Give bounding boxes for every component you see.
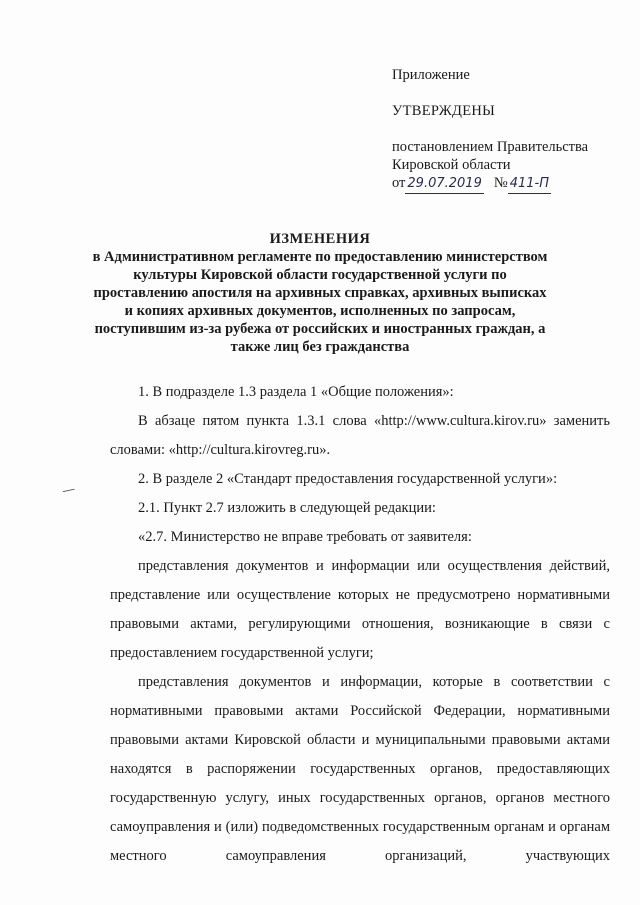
paragraph-4: 2.1. Пункт 2.7 изложить в следующей редакции: — [138, 500, 436, 516]
document-title: ИЗМЕНЕНИЯ — [269, 231, 371, 247]
approved-by-line-1: постановлением Правительства — [392, 139, 589, 155]
paragraph-1: 1. В подразделе 1.3 раздела 1 «Общие положения»: — [138, 384, 454, 400]
margin-pen-mark — [61, 483, 74, 492]
handwritten-number: 411-П — [508, 175, 551, 194]
date-prefix: от — [392, 175, 406, 191]
paragraph-3: 2. В разделе 2 «Стандарт предоставления государственной услуги»: — [138, 471, 558, 487]
approval-block — [392, 66, 632, 194]
paragraph-6: представления документов и информации или осуществления действий, представление или осуществление которых не предусмотрено нормативными правовыми актами, регулирующими отношения, возникающие в связи с предоставлением государственной услуги; — [110, 558, 610, 661]
document-subtitle: в Административном регламенте по предоставлению министерством культуры Кировской области государственной услуги по проставлению апостиля на архивных справках, архивных выписках и копиях архивных документов, исполненных по запросам, поступившим из-за рубежа от российских и иностранных граждан, а также лиц без гражданства — [92, 249, 548, 355]
date-number-line — [392, 174, 632, 194]
document-body — [110, 378, 610, 871]
paragraph-2: В абзаце пятом пункта 1.3.1 слова «http://www.cultura.kirov.ru» заменить словами: «http://cultura.kirovreg.ru». — [110, 413, 610, 458]
paragraph-7: представления документов и информации, которые в соответствии с нормативными правовыми актами Российской Федерации, нормативными правовыми актами Кировской области и муниципальными правовыми актами находятся в распоряжении государственных органов, предоставляющих государственную услугу, иных государственных органов, органов местного самоуправления и (или) подведомственных государственным органам и органам местного самоуправления организаций, участвующих — [110, 674, 610, 864]
appendix-label: Приложение — [392, 67, 470, 83]
approved-label: УТВЕРЖДЕНЫ — [392, 103, 496, 119]
handwritten-date: 29.07.2019 — [405, 175, 483, 194]
paragraph-5: «2.7. Министерство не вправе требовать от заявителя: — [138, 529, 472, 545]
number-prefix: № — [493, 175, 508, 191]
approved-by-line-2: Кировской области — [392, 157, 511, 173]
document-title-block — [88, 230, 552, 356]
